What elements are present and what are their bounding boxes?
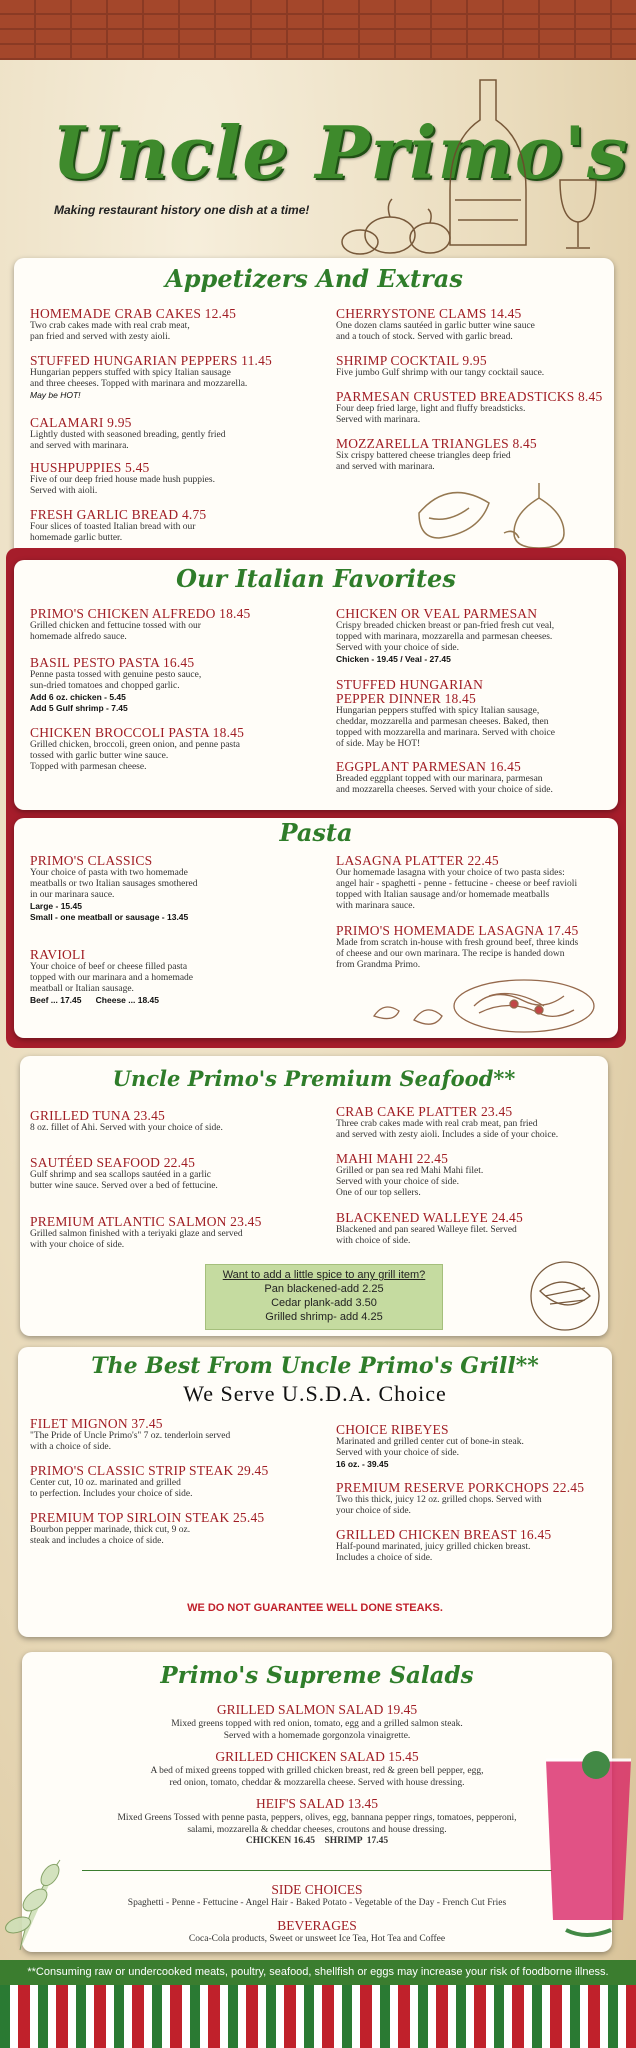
spaghetti-plate-illustration — [354, 968, 604, 1036]
item-name: STUFFED HUNGARIAN PEPPERS 11.45 — [30, 353, 272, 368]
item-desc: Two this thick, juicy 12 oz. grilled chops. Served with your choice of side. — [336, 1495, 542, 1516]
item-name: RAVIOLI — [30, 947, 86, 962]
item-desc: Bourbon pepper marinade, thick cut, 9 oz. steak and includes a choice of side. — [30, 1525, 191, 1546]
menu-item — [336, 607, 606, 665]
menu-item — [336, 354, 606, 379]
menu-item — [336, 1528, 606, 1564]
item-desc: Mixed greens topped with red onion, tomato, egg and a grilled salmon steak. Served with a homemade gorgonzola vinaigrette. — [171, 1719, 463, 1741]
item-desc: Crispy breaded chicken breast or pan-fried fresh cut veal, topped with marinara, mozzarella and parmesan cheeses. Served with your choice of side. — [336, 621, 555, 653]
item-prices: CHICKEN 16.45 SHRIMP 17.45 — [245, 1836, 389, 1846]
spice-callout — [205, 1264, 443, 1330]
menu-item — [30, 307, 300, 343]
item-name: LASAGNA PLATTER 22.45 — [336, 853, 499, 868]
fish-plate-illustration — [525, 1256, 605, 1334]
item-desc: Two crab cakes made with real crab meat, pan fried and served with zesty aioli. — [30, 321, 190, 342]
sides-list: Spaghetti - Penne - Fettucine - Angel Hair - Baked Potato - Vegetable of the Day - French Cut Fries — [127, 1898, 507, 1908]
item-name: CHERRYSTONE CLAMS 14.45 — [336, 306, 522, 321]
menu-item — [30, 1109, 300, 1134]
menu-item — [336, 1423, 606, 1470]
menu-item — [336, 390, 606, 426]
item-name: MAHI MAHI 22.45 — [336, 1151, 449, 1166]
item-name: CHICKEN BROCCOLI PASTA 18.45 — [30, 725, 245, 740]
menu-item — [336, 924, 616, 971]
item-name: PARMESAN CRUSTED BREADSTICKS 8.45 — [336, 389, 603, 404]
item-desc: Grilled salmon finished with a teriyaki glaze and served with your choice of side. — [30, 1229, 243, 1250]
menu-item — [336, 437, 606, 473]
item-desc: Grilled or pan sea red Mahi Mahi filet. Served with your choice of side. One of our top sellers. — [336, 1166, 484, 1198]
item-prices: Chicken - 19.45 / Veal - 27.45 — [336, 654, 451, 664]
menu-item — [30, 416, 300, 452]
item-desc: Half-pound marinated, juicy grilled chicken breast. Includes a choice of side. — [336, 1542, 531, 1563]
item-desc: Hungarian peppers stuffed with spicy Italian sausage and three cheeses. Topped with marinara and mozzarella. — [30, 368, 248, 389]
menu-item — [336, 1152, 606, 1199]
item-desc: Lightly dusted with seasoned breading, gently fried and served with marinara. — [30, 430, 226, 451]
italian-panel — [14, 560, 618, 810]
beverages-list: Coca-Cola products, Sweet or unsweet Ice Tea, Hot Tea and Coffee — [188, 1934, 446, 1944]
salads-title: Primo's Supreme Salads — [160, 1662, 474, 1689]
sides-title: SIDE CHOICES — [271, 1882, 363, 1897]
item-note: May be HOT! — [30, 390, 81, 400]
item-name: PRIMO'S CLASSIC STRIP STEAK 29.45 — [30, 1463, 269, 1478]
item-desc: Gulf shrimp and sea scallops sautéed in a garlic butter wine sauce. Served over a bed of fettucine. — [30, 1170, 218, 1191]
sides-block — [22, 1882, 612, 1908]
item-desc: "The Pride of Uncle Primo's" 7 oz. tenderloin served with a choice of side. — [30, 1431, 231, 1452]
item-desc: Grilled chicken, broccoli, green onion, and penne pasta tossed with garlic butter wine sauce. Topped with parmesan cheese. — [30, 740, 240, 772]
item-desc: 8 oz. fillet of Ahi. Served with your choice of side. — [30, 1123, 223, 1133]
item-desc: Breaded eggplant topped with our marinara, parmesan and mozzarella cheeses. Served with your choice of side. — [336, 774, 553, 795]
item-desc: One dozen clams sautéed in garlic butter wine sauce and a touch of stock. Served with garlic bread. — [336, 321, 535, 342]
item-name: BASIL PESTO PASTA 16.45 — [30, 655, 195, 670]
salad-item — [22, 1702, 612, 1742]
divider — [82, 1870, 552, 1871]
disclaimer: **Consuming raw or undercooked meats, poultry, seafood, shellfish or eggs may increase your risk of foodborne illness. — [27, 1966, 609, 1978]
item-name: PREMIUM TOP SIRLOIN STEAK 25.45 — [30, 1510, 265, 1525]
item-desc: Made from scratch in-house with fresh ground beef, three kinds of cheese and our own marinara. The recipe is handed down from Grandma Primo. — [336, 938, 579, 970]
item-name: HOMEMADE CRAB CAKES 12.45 — [30, 306, 237, 321]
item-desc: Four slices of toasted Italian bread with our homemade garlic butter. — [30, 522, 196, 543]
item-name: SHRIMP COCKTAIL 9.95 — [336, 353, 487, 368]
menu-item — [30, 508, 300, 544]
item-desc: Four deep fried large, light and fluffy breadsticks. Served with marinara. — [336, 404, 526, 425]
menu-item — [30, 1511, 300, 1547]
tagline: Making restaurant history one dish at a time! — [54, 203, 310, 217]
item-name: SAUTÉED SEAFOOD 22.45 — [30, 1155, 196, 1170]
spice-question: Want to add a little spice to any grill item? — [222, 1269, 426, 1281]
italian-title: Our Italian Favorites — [176, 564, 456, 593]
brick-wall-banner — [0, 0, 636, 60]
item-name: GRILLED CHICKEN SALAD 15.45 — [215, 1749, 419, 1764]
menu-item — [30, 726, 300, 773]
item-name: MOZZARELLA TRIANGLES 8.45 — [336, 436, 537, 451]
item-name: STUFFED HUNGARIAN PEPPER DINNER 18.45 — [336, 677, 484, 706]
menu-item — [336, 307, 606, 343]
pasta-panel — [14, 818, 618, 1038]
item-desc: Blackened and pan seared Walleye filet. Served with choice of side. — [336, 1225, 517, 1246]
item-desc: Center cut, 10 oz. marinated and grilled to perfection. Includes your choice of side. — [30, 1478, 193, 1499]
menu-item — [30, 1156, 300, 1192]
appetizers-title: Appetizers And Extras — [165, 264, 463, 293]
spice-option: Cedar plank-add 3.50 — [271, 1297, 377, 1309]
item-desc: Your choice of beef or cheese filled pasta topped with our marinara and a homemade meatball or Italian sausage. — [30, 962, 194, 994]
item-desc: Our homemade lasagna with your choice of two pasta sides: angel hair - spaghetti - penne - fettucine - cheese or beef ravioli topped with Italian sausage and/or homemade meatballs with marinara sauce. — [336, 868, 578, 911]
item-name: CRAB CAKE PLATTER 23.45 — [336, 1104, 513, 1119]
item-name: CHOICE RIBEYES — [336, 1422, 449, 1437]
menu-item — [30, 854, 300, 923]
item-prices: Large - 15.45 Small - one meatball or sausage - 13.45 — [30, 901, 189, 922]
wine-bottle-illustration — [330, 70, 620, 260]
item-name: PREMIUM ATLANTIC SALMON 23.45 — [30, 1214, 262, 1229]
grill-subtitle: We Serve U.S.D.A. Choice — [183, 1381, 447, 1406]
menu-item — [30, 1215, 300, 1251]
menu-item — [30, 607, 300, 643]
menu-item — [30, 948, 300, 1006]
item-name: GRILLED TUNA 23.45 — [30, 1108, 165, 1123]
item-name: CHICKEN OR VEAL PARMESAN — [336, 606, 538, 621]
item-name: HEIF'S SALAD 13.45 — [255, 1796, 379, 1811]
spice-option: Grilled shrimp- add 4.25 — [265, 1311, 383, 1323]
cocktail-illustration — [536, 1740, 636, 1950]
item-name: FRESH GARLIC BREAD 4.75 — [30, 507, 207, 522]
item-name: GRILLED CHICKEN BREAST 16.45 — [336, 1527, 552, 1542]
salad-item — [22, 1749, 612, 1789]
item-desc: Marinated and grilled center cut of bone-in steak. Served with your choice of side. — [336, 1437, 524, 1458]
menu-item — [30, 461, 300, 497]
menu-item — [336, 1481, 606, 1517]
menu-item — [336, 760, 606, 796]
item-desc: A bed of mixed greens topped with grilled chicken breast, red & green bell pepper, egg, red onion, tomato, cheddar & mozzarella cheese. Served with house dressing. — [150, 1766, 484, 1788]
salad-item — [22, 1796, 612, 1846]
item-desc: Penne pasta tossed with genuine pesto sauce, sun-dried tomatoes and chopped garlic. — [30, 670, 202, 691]
spice-option: Pan blackened-add 2.25 — [264, 1283, 384, 1295]
item-addons: Add 6 oz. chicken - 5.45 Add 5 Gulf shrimp - 7.45 — [30, 692, 128, 713]
item-name: EGGPLANT PARMESAN 16.45 — [336, 759, 522, 774]
item-desc: Five of our deep fried house made hush puppies. Served with aioli. — [30, 475, 215, 496]
menu-item — [30, 1464, 300, 1500]
item-name: FILET MIGNON 37.45 — [30, 1416, 163, 1431]
menu-item — [336, 854, 616, 912]
menu-item — [336, 1211, 606, 1247]
restaurant-logo: Uncle Primo's — [52, 110, 629, 195]
item-prices: Beef ... 17.45 Cheese ... 18.45 — [30, 995, 159, 1005]
italian-flag-stripes — [0, 1985, 636, 2048]
item-name: PRIMO'S CHICKEN ALFREDO 18.45 — [30, 606, 251, 621]
item-desc: Six crispy battered cheese triangles deep fried and served with marinara. — [336, 451, 511, 472]
item-desc: Hungarian peppers stuffed with spicy Italian sausage, cheddar, mozzarella and parmesan cheeses. Baked, then topped with mozzarella and marinara. Served with choice of side. May be HOT! — [336, 706, 555, 749]
item-name: PRIMO'S CLASSICS — [30, 853, 153, 868]
menu-item — [336, 1105, 606, 1141]
menu-item — [30, 656, 300, 714]
item-desc: Your choice of pasta with two homemade meatballs or two Italian sausages smothered in our marinara sauce. — [30, 868, 198, 900]
menu-item — [336, 678, 606, 750]
item-desc: Three crab cakes made with real crab meat, pan fried and served with zesty aioli. Includes a side of your choice. — [336, 1119, 559, 1140]
menu-item — [30, 1417, 300, 1453]
item-prices: 16 oz. - 39.45 — [336, 1459, 389, 1469]
item-name: GRILLED SALMON SALAD 19.45 — [216, 1702, 418, 1717]
shrimp-oil-illustration — [409, 473, 599, 553]
item-name: PREMIUM RESERVE PORKCHOPS 22.45 — [336, 1480, 585, 1495]
item-desc: Mixed Greens Tossed with penne pasta, peppers, olives, egg, bannana pepper rings, tomatoes, pepperoni, salami, mozzarella & cheddar cheeses, croutons and house dressing. — [117, 1813, 517, 1835]
pasta-title: Pasta — [279, 818, 353, 847]
herb-illustration — [0, 1830, 90, 1960]
item-name: PRIMO'S HOMEMADE LASAGNA 17.45 — [336, 923, 579, 938]
beverages-block — [22, 1918, 612, 1944]
item-name: HUSHPUPPIES 5.45 — [30, 460, 150, 475]
item-desc: Grilled chicken and fettucine tossed with our homemade alfredo sauce. — [30, 621, 201, 642]
menu-item — [30, 354, 300, 401]
beverages-title: BEVERAGES — [277, 1918, 357, 1933]
item-name: BLACKENED WALLEYE 24.45 — [336, 1210, 523, 1225]
seafood-title: Uncle Primo's Premium Seafood** — [112, 1066, 516, 1091]
item-name: CALAMARI 9.95 — [30, 415, 132, 430]
seafood-panel — [20, 1056, 608, 1336]
salads-panel — [22, 1652, 612, 1952]
item-desc: Five jumbo Gulf shrimp with our tangy cocktail sauce. — [336, 368, 545, 378]
grill-title: The Best From Uncle Primo's Grill** — [91, 1353, 539, 1379]
grill-panel — [18, 1347, 612, 1637]
steak-warning: WE DO NOT GUARANTEE WELL DONE STEAKS. — [187, 1602, 443, 1614]
appetizers-panel — [14, 258, 614, 558]
